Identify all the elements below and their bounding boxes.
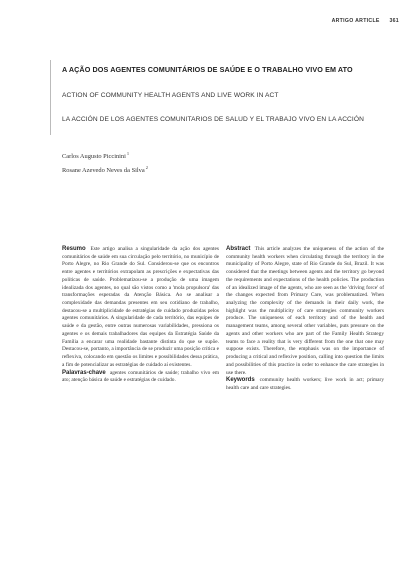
author-affiliation-mark: 2	[145, 165, 148, 170]
title-english: ACTION OF COMMUNITY HEALTH AGENTS AND LIVE WORK IN ACT	[62, 92, 279, 99]
title-block	[62, 65, 392, 123]
author-name: Carlos Augusto Piccinini	[62, 153, 126, 160]
author-2	[62, 162, 148, 176]
author-affiliation-mark: 1	[126, 151, 130, 156]
keywords-label: Keywords	[226, 377, 255, 384]
abstract-paragraph	[226, 246, 384, 377]
abstract-column	[226, 246, 384, 393]
abstract-text: This article analyzes the uniqueness of the action of the community health workers when circulating through the territory in the municipality of Porto Alegre, state of Rio Grande do Sul, Brazil. It was considered that the meetings between agents and the territory go beyond the requirements and expectations of the health policies. The production of an idealized image of the agents, who are seen as the 'driving force' of the changes expected from Primary Care, was problematized. When analyzing the complexity of the demands in their daily work, the highlight was the multiplicity of care strategies community workers produce. The uniqueness of each territory and of the health and management teams, among several other variables, puts pressure on the agents and other workers who are part of the Family Health Strategy teams to face a reality that is very different from the one that one may suppose exists. Therefore, the emphasis was on the importance of producing a critical and reflexive position, calling into question the limits and possibilities of this practice in order to enhance the care strategies in use there.	[226, 246, 384, 376]
palavras-chave-label: Palavras-chave	[62, 369, 106, 376]
palavras-chave-text: agentes comunitários de saúde; trabalho vivo em ato; atenção básica de saúde e estratégias de cuidado.	[62, 369, 220, 384]
resumo-keywords	[62, 370, 219, 385]
article-type-label: ARTIGO ARTICLE	[331, 18, 380, 24]
resumo-paragraph	[62, 246, 219, 370]
author-name: Rosane Azevedo Neves da Silva	[62, 167, 145, 174]
abstract-label: Abstract	[226, 246, 251, 252]
title-portuguese: A AÇÃO DOS AGENTES COMUNITÁRIOS DE SAÚDE E O TRABALHO VIVO EM ATO	[62, 65, 353, 74]
page-number: 361	[389, 18, 399, 24]
resumo-label: Resumo	[62, 246, 86, 252]
title-spanish: LA ACCIÓN DE LOS AGENTES COMUNITARIOS DE SALUD Y EL TRABAJO VIVO EN LA ACCIÓN	[62, 116, 364, 123]
title-side-rule	[50, 60, 51, 135]
abstract-keywords	[226, 377, 384, 392]
resumo-column	[62, 246, 219, 385]
resumo-text: Este artigo analisa a singularidade da ação dos agentes comunitários de saúde em sua circulação pelo território, no município de Porto Alegre, no Rio Grande do Sul. Considerou-se que os encontros entre agentes e territórios extrapolam as prescrições e expectativas das políticas de saúde. Problematizou-se a produção de uma imagem idealizada dos agentes, no qual são vistos como a 'mola propulsora' das transformações esperadas da Atenção Básica. Ao se analisar a complexidade das demandas presentes em seu cotidiano de trabalho, destacou-se a multiplicidade de estratégias de cuidado produzidas pelos agentes comunitários. A singularidade de cada território, das equipes de saúde e da gestão, entre outras numerosas variabilidades, pressiona os agentes e os demais trabalhadores das equipes da Estratégia Saúde da Família a encarar uma realidade bastante distinta do que se supõe. Destacou-se, portanto, a importância de se produzir uma posição crítica e reflexiva, colocando em questão os limites e possibilidades dessa prática, a fim de potencializar as estratégias de cuidado aí existentes.	[62, 246, 219, 368]
keywords-text: community health workers; live work in act; primary health care and care strategies.	[226, 377, 384, 391]
author-1	[62, 148, 148, 162]
author-list	[62, 148, 148, 176]
running-header	[332, 18, 399, 24]
